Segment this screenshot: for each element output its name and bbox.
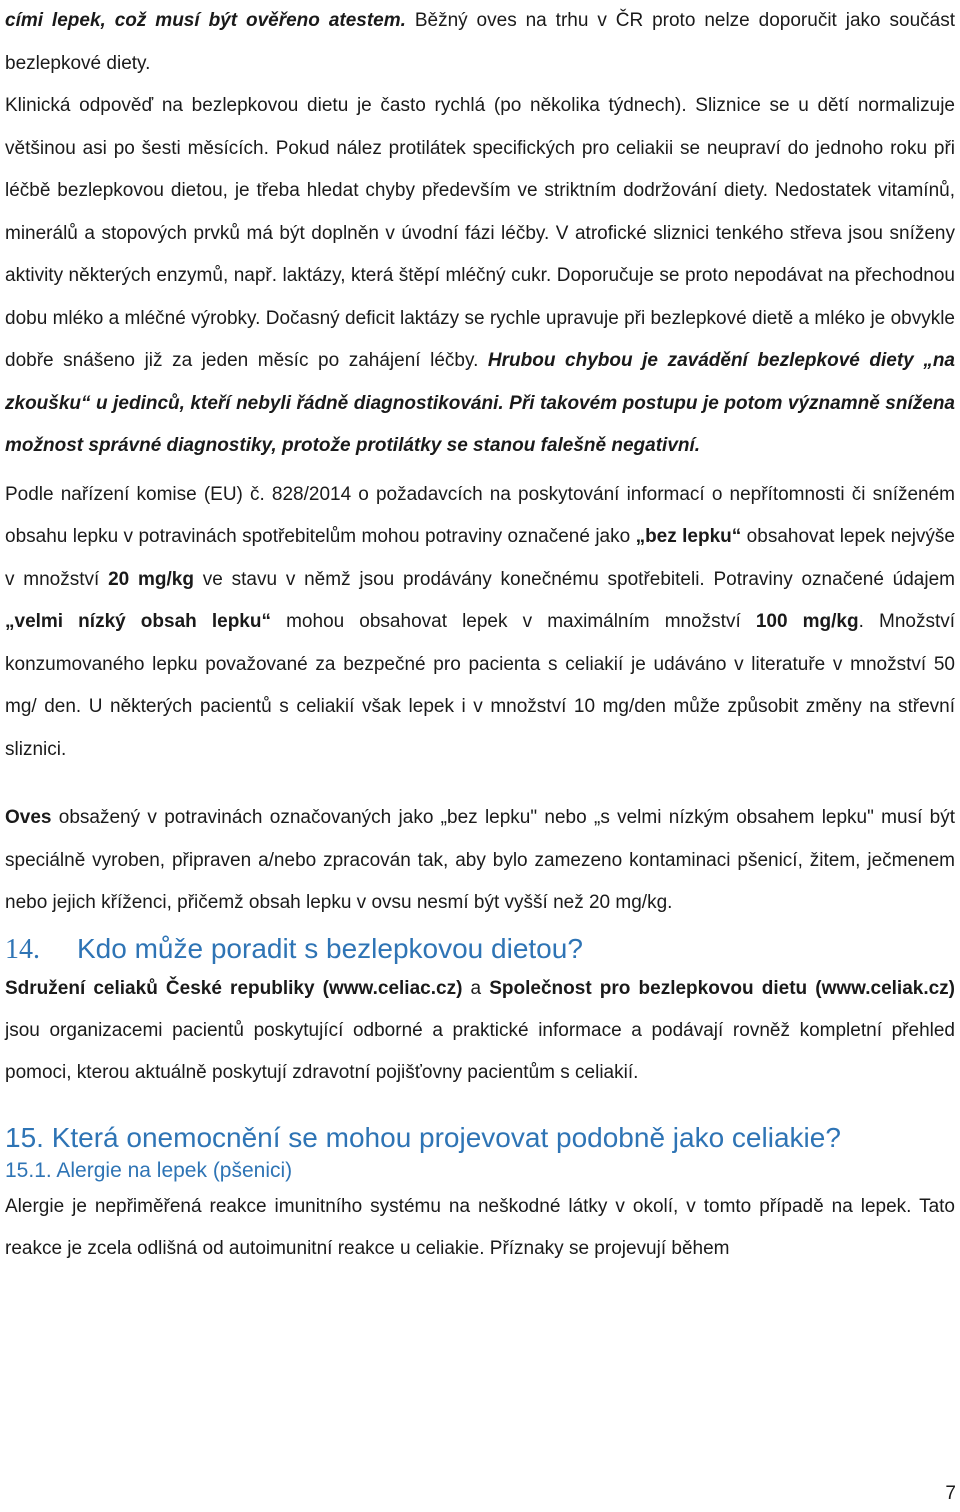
paragraph-oats-intro: [5, 0, 955, 85]
body-text: mohou obsahovat lepek v maximálním množství: [271, 611, 756, 632]
document-page: [5, 0, 955, 1270]
subsection-title: 15.1. Alergie na lepek (pšenici): [5, 1158, 293, 1182]
bold-text: Sdružení celiaků České republiky (www.celiac.cz): [5, 977, 463, 999]
body-text: obsažený v potravinách označovaných jako „bez lepku" nebo „s velmi nízkým obsahem lepku" musí být speciálně vyroben, připraven a/nebo zpracován tak, aby bylo zamezeno kontaminaci pšenicí, žitem, ječmenem nebo jejich kříženci, přičemž obsah lepku v ovsu nesmí být vyšší než 20 mg/kg.: [5, 807, 955, 913]
section-title: Kdo může poradit s bezlepkovou dietou?: [77, 932, 583, 964]
page-number: 7: [945, 1483, 956, 1504]
section-14-heading: [5, 931, 955, 968]
spacer: [5, 1094, 955, 1120]
emphasis-text: Hrubou chybou je zavádění bezlepkové diety „na zkoušku“ u jedinců, kteří nebyli řádně diagnostikováni. Při takovém postupu je potom významně snížena možnost správné diagnostiky, protože protilátky se stanou falešně negativní.: [5, 350, 955, 456]
body-text: Podle nařízení komise (EU) č. 828/2014 o požadavcích na poskytování informací o nepřítomnosti či sníženém obsahu lepku v potravinách spotřebitelům mohou potraviny označené jako: [5, 483, 955, 547]
bold-text: Oves: [5, 807, 52, 828]
section-15-1-heading: [5, 1156, 955, 1186]
section-15-heading: [5, 1120, 955, 1156]
emphasis-text: cími lepek, což musí být ověřeno atestem.: [5, 10, 406, 31]
body-text: Klinická odpověď na bezlepkovou dietu je často rychlá (po několika týdnech). Sliznice se u dětí normalizuje většinou asi po šesti měsících. Pokud nález protilátek specifických pro celiakii se neupraví do jednoho roku při léčbě bezlepkovou dietou, je třeba hledat chyby především ve striktním dodržování diety. Nedostatek vitamínů, minerálů a stopových prvků má být doplněn v úvodní fázi léčby. V atrofické sliznici tenkého střeva jsou sníženy aktivity některých enzymů, např. laktázy, která štěpí mléčný cukr. Doporučuje se proto nepodávat na přechodnou dobu mléko a mléčné výrobky. Dočasný deficit laktázy se rychle upravuje při bezlepkové dietě a mléko je obvykle dobře snášeno již za jeden měsíc po zahájení léčby.: [5, 95, 955, 371]
bold-text: „bez lepku“: [635, 526, 742, 547]
paragraph-eu-regulation: [5, 474, 955, 772]
bold-text: 20 mg/kg: [108, 568, 194, 590]
body-text: a: [462, 977, 490, 999]
paragraph-allergy: [5, 1186, 955, 1270]
paragraph-oats-regulation: [5, 797, 955, 925]
body-text: obsahovat lepek nejvýše v množství: [5, 526, 955, 590]
section-number: 14.: [5, 933, 40, 965]
bold-text: „velmi nízký obsah lepku“: [5, 611, 271, 632]
bold-text: 100 mg/kg: [755, 611, 859, 632]
paragraph-organizations: [5, 968, 955, 1094]
paragraph-clinical-response: [5, 85, 955, 468]
section-title: 15. Která onemocnění se mohou projevovat podobně jako celiakie?: [5, 1121, 841, 1153]
body-text: Alergie je nepřiměřená reakce imunitního systému na neškodné látky v okolí, v tomto případě na lepek. Tato reakce je zcela odlišná od autoimunitní reakce u celiakie. Příznaky se projevují během: [5, 1195, 955, 1259]
body-text: jsou organizacemi pacientů poskytující odborné a praktické informace a podávají rovněž kompletní přehled pomoci, kterou aktuálně poskytují zdravotní pojišťovny pacientům s celiakií.: [5, 1019, 955, 1083]
spacer: [5, 771, 955, 797]
bold-text: Společnost pro bezlepkovou dietu (www.celiak.cz): [489, 977, 955, 999]
body-text: ve stavu v němž jsou prodávány konečnému spotřebiteli. Potraviny označené údajem: [193, 568, 955, 590]
body-text: . Množství konzumovaného lepku považované za bezpečné pro pacienta s celiakií je udáváno v literatuře v množství 50 mg/ den. U některých pacientů s celiakií však lepek i v množství 10 mg/den může způsobit změny na střevní sliznici.: [5, 611, 956, 760]
body-text: Běžný oves na trhu v ČR proto nelze doporučit jako součást bezlepkové diety.: [5, 10, 955, 74]
